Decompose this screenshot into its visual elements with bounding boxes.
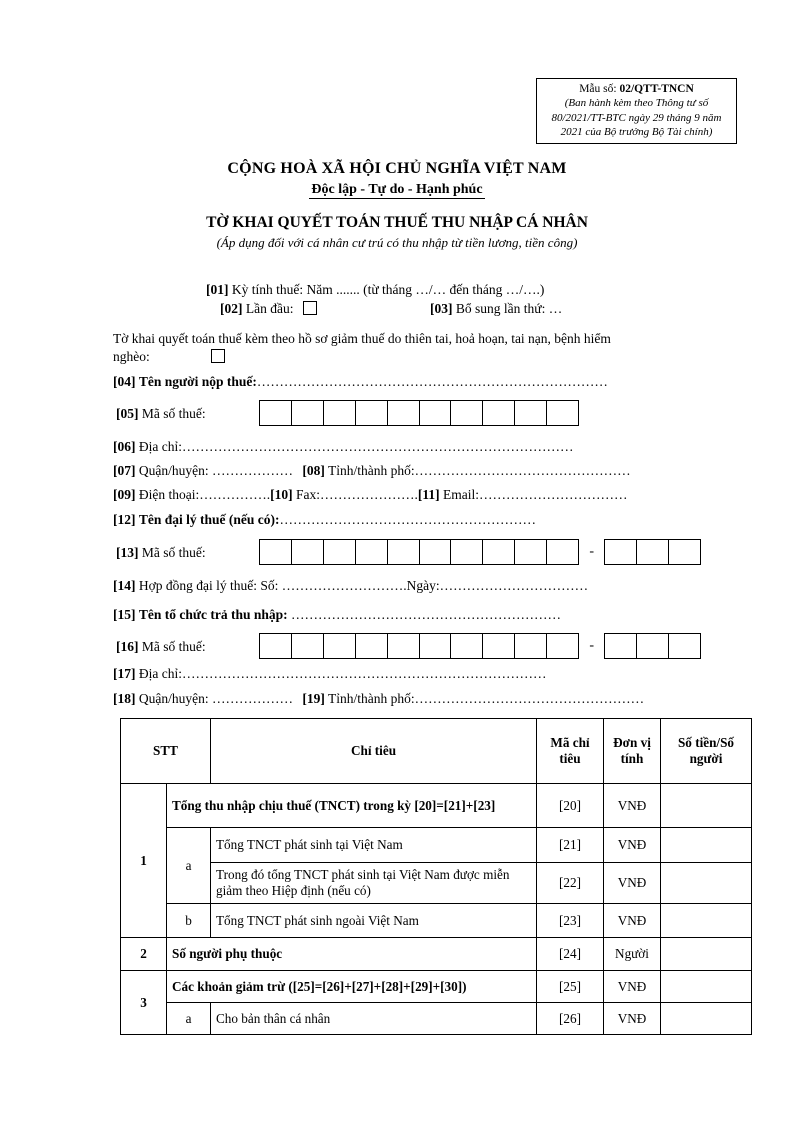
row-amount[interactable] — [661, 971, 752, 1003]
field-09-code: [09] — [113, 487, 136, 502]
row-criteria: Tổng TNCT phát sinh ngoài Việt Nam — [211, 904, 537, 938]
field-15-code: [15] — [113, 607, 136, 622]
tax-code-suffix-cell[interactable] — [636, 539, 669, 565]
row-code: [22] — [537, 863, 604, 904]
field-04-label: Tên người nộp thuế: — [138, 374, 257, 389]
field-08-label: Tỉnh/thành phố: — [328, 463, 415, 478]
tax-code-cell[interactable] — [450, 400, 483, 426]
field-01-label: Kỳ tính thuế: Năm ....... (từ tháng …/… đến tháng …/….) — [231, 282, 545, 297]
table-row — [121, 938, 752, 971]
field-13-tax-code — [116, 545, 206, 561]
tax-code-cell[interactable] — [259, 539, 292, 565]
field-18-district — [113, 691, 644, 707]
tax-code-cell[interactable] — [514, 539, 547, 565]
field-16-tax-code — [116, 639, 206, 655]
table-header-criteria: Chỉ tiêu — [211, 719, 537, 784]
field-11-code: [11] — [417, 487, 440, 502]
table-header-amount: Số tiền/Số người — [661, 719, 752, 784]
page-title: TỜ KHAI QUYẾT TOÁN THUẾ THU NHẬP CÁ NHÂN — [206, 214, 588, 231]
form-number-note-3: 2021 của Bộ trưởng Bộ Tài chính) — [560, 125, 713, 138]
field-06-address — [113, 439, 574, 455]
form-number-label: Mẫu số: — [579, 83, 617, 95]
field-06-dots[interactable]: …………………………………………………………………………… — [182, 439, 574, 454]
field-15-label: Tên tổ chức trả thu nhập: — [138, 607, 288, 622]
tax-code-cell[interactable] — [482, 633, 515, 659]
field-02-code: [02] — [220, 301, 243, 316]
row-criteria: Các khoản giảm trừ ([25]=[26]+[27]+[28]+[29]+[30]) — [167, 971, 537, 1003]
field-08-code: [08] — [302, 463, 325, 478]
field-13-code: [13] — [116, 545, 139, 560]
tax-code-cell[interactable] — [291, 400, 324, 426]
tax-code-suffix-cell[interactable] — [604, 633, 637, 659]
table-header-code: Mã chỉ tiêu — [537, 719, 604, 784]
field-06-code: [06] — [113, 439, 136, 454]
row-sub-letter: b — [167, 904, 211, 938]
row-stt: 2 — [121, 938, 167, 971]
field-17-code: [17] — [113, 666, 136, 681]
field-09-dots[interactable]: ……………. — [199, 487, 271, 502]
field-10-dots[interactable]: …………………. — [320, 487, 418, 502]
declaration-table — [120, 718, 752, 1035]
tax-code-cell[interactable] — [323, 400, 356, 426]
field-06-label: Địa chỉ: — [138, 439, 182, 454]
table-row — [121, 828, 752, 863]
row-amount[interactable] — [661, 863, 752, 904]
tax-code-suffix-cell[interactable] — [636, 633, 669, 659]
field-04-taxpayer-name — [113, 374, 608, 390]
tax-code-separator: - — [589, 638, 594, 653]
field-19-label: Tỉnh/thành phố: — [328, 691, 415, 706]
table-row — [121, 1003, 752, 1035]
tax-code-cell[interactable] — [546, 633, 579, 659]
table-row — [121, 784, 752, 828]
tax-code-cell[interactable] — [546, 539, 579, 565]
tax-code-cell[interactable] — [387, 400, 420, 426]
tax-code-cell[interactable] — [514, 400, 547, 426]
attachment-note-checkbox[interactable] — [211, 349, 225, 363]
tax-code-cell[interactable] — [259, 400, 292, 426]
field-10-code: [10] — [270, 487, 293, 502]
tax-code-cell[interactable] — [419, 633, 452, 659]
field-09-phone — [113, 487, 628, 503]
field-14-dots-1[interactable]: ………………………. — [281, 578, 407, 593]
row-code: [21] — [537, 828, 604, 863]
field-02-label: Lần đầu: — [245, 301, 294, 316]
tax-code-cell[interactable] — [450, 633, 483, 659]
field-08-dots[interactable]: ………………………………………… — [414, 463, 631, 478]
row-unit: VNĐ — [604, 784, 661, 828]
tax-code-separator: - — [589, 544, 594, 559]
page-subtitle: (Áp dụng đối với cá nhân cư trú có thu nhập từ tiền lương, tiền công) — [216, 235, 578, 250]
national-title: CỘNG HOÀ XÃ HỘI CHỦ NGHĨA VIỆT NAM — [227, 160, 567, 177]
form-number-note-2: 80/2021/TT-BTC ngày 29 tháng 9 năm — [551, 111, 722, 124]
field-07-dots[interactable]: ……………… — [212, 463, 293, 478]
tax-code-cell[interactable] — [419, 400, 452, 426]
field-14-code: [14] — [113, 578, 136, 593]
field-18-dots[interactable]: ……………… — [212, 691, 293, 706]
field-03-supplement — [430, 301, 562, 317]
row-code: [20] — [537, 784, 604, 828]
row-sub-letter: a — [167, 828, 211, 904]
tax-code-cell[interactable] — [387, 633, 420, 659]
row-criteria: Tổng TNCT phát sinh tại Việt Nam — [211, 828, 537, 863]
tax-code-cell[interactable] — [546, 400, 579, 426]
field-07-district — [113, 463, 631, 479]
tax-code-cell[interactable] — [291, 633, 324, 659]
row-code: [26] — [537, 1003, 604, 1035]
row-criteria: Cho bản thân cá nhân — [211, 1003, 537, 1035]
tax-code-cell[interactable] — [482, 400, 515, 426]
field-01-tax-period — [206, 282, 544, 298]
field-03-label: Bổ sung lần thứ: … — [455, 301, 563, 316]
field-12-dots[interactable]: ………………………………………………… — [279, 512, 537, 527]
field-02-first-time — [220, 301, 317, 317]
field-04-code: [04] — [113, 374, 136, 389]
field-16-code: [16] — [116, 639, 139, 654]
row-code: [24] — [537, 938, 604, 971]
tax-code-suffix-cell[interactable] — [668, 539, 701, 565]
tax-code-cell[interactable] — [450, 539, 483, 565]
field-03-code: [03] — [430, 301, 453, 316]
row-code: [23] — [537, 904, 604, 938]
field-19-code: [19] — [302, 691, 325, 706]
field-01-code: [01] — [206, 282, 229, 297]
field-16-label: Mã số thuế: — [141, 639, 206, 654]
row-amount[interactable] — [661, 784, 752, 828]
row-criteria: Tổng thu nhập chịu thuế (TNCT) trong kỳ [20]=[21]+[23] — [167, 784, 537, 828]
row-amount[interactable] — [661, 828, 752, 863]
field-07-code: [07] — [113, 463, 136, 478]
field-15-payer-name — [113, 607, 561, 623]
field-09-label: Điện thoại: — [138, 487, 200, 502]
form-number-box — [536, 78, 737, 144]
tax-code-cell[interactable] — [482, 539, 515, 565]
row-unit: Người — [604, 938, 661, 971]
row-unit: VNĐ — [604, 1003, 661, 1035]
tax-code-suffix-cell[interactable] — [668, 633, 701, 659]
tax-code-cell[interactable] — [323, 633, 356, 659]
row-amount[interactable] — [661, 904, 752, 938]
field-15-dots[interactable]: …………………………………………………… — [291, 607, 561, 622]
tax-code-cell[interactable] — [419, 539, 452, 565]
field-14-agent-contract — [113, 578, 588, 594]
row-unit: VNĐ — [604, 863, 661, 904]
attachment-note-label: nghèo: — [113, 349, 150, 364]
tax-code-cell[interactable] — [323, 539, 356, 565]
row-amount[interactable] — [661, 1003, 752, 1035]
row-unit: VNĐ — [604, 971, 661, 1003]
field-12-tax-agent-name — [113, 512, 536, 528]
table-row — [121, 971, 752, 1003]
row-unit: VNĐ — [604, 828, 661, 863]
field-12-code: [12] — [113, 512, 136, 527]
tax-code-cell[interactable] — [387, 539, 420, 565]
field-07-label: Quận/huyện: — [138, 463, 209, 478]
field-11-dots[interactable]: …………………………… — [479, 487, 628, 502]
field-11-label: Email: — [443, 487, 480, 502]
row-unit: VNĐ — [604, 904, 661, 938]
field-05-tax-code — [116, 406, 206, 422]
row-criteria: Số người phụ thuộc — [167, 938, 537, 971]
row-amount[interactable] — [661, 938, 752, 971]
tax-code-cell[interactable] — [514, 633, 547, 659]
row-code: [25] — [537, 971, 604, 1003]
form-number-note-1: (Ban hành kèm theo Thông tư số — [564, 97, 709, 110]
field-16-tax-code-boxes[interactable] — [259, 633, 701, 659]
field-14-dots-2[interactable]: …………………………… — [439, 578, 589, 593]
attachment-note-line-1: Tờ khai quyết toán thuế kèm theo hồ sơ giảm thuế do thiên tai, hoả hoạn, tai nạn, bệnh hiểm — [113, 331, 611, 346]
tax-code-cell[interactable] — [355, 400, 388, 426]
row-stt: 1 — [121, 784, 167, 938]
field-14-label-2: Ngày: — [406, 578, 440, 593]
field-10-label: Fax: — [296, 487, 321, 502]
field-13-tax-code-boxes[interactable] — [259, 539, 701, 565]
attachment-note-line-2 — [113, 349, 225, 365]
row-stt: 3 — [121, 971, 167, 1035]
field-05-label: Mã số thuế: — [141, 406, 206, 421]
field-13-label: Mã số thuế: — [141, 545, 206, 560]
table-row — [121, 863, 752, 904]
field-17-address — [113, 666, 547, 682]
field-14-label: Hợp đồng đại lý thuế: Số: — [138, 578, 279, 593]
national-motto — [0, 182, 794, 198]
tax-code-cell[interactable] — [355, 539, 388, 565]
table-header-unit: Đơn vị tính — [604, 719, 661, 784]
tax-code-cell[interactable] — [259, 633, 292, 659]
table-header-stt: STT — [121, 719, 211, 784]
form-number-line — [537, 82, 736, 96]
row-sub-letter: a — [167, 1003, 211, 1035]
field-17-dots[interactable]: ……………………………………………………………………… — [182, 666, 547, 681]
field-04-dots[interactable]: …………………………………………………………………… — [256, 374, 608, 389]
field-02-checkbox[interactable] — [303, 301, 317, 315]
tax-code-suffix-cell[interactable] — [604, 539, 637, 565]
tax-code-cell[interactable] — [355, 633, 388, 659]
form-number-value: 02/QTT-TNCN — [619, 83, 694, 95]
table-row — [121, 904, 752, 938]
field-18-code: [18] — [113, 691, 136, 706]
field-12-label: Tên đại lý thuế (nếu có): — [138, 512, 280, 527]
table-header-row — [121, 719, 752, 784]
field-05-code: [05] — [116, 406, 139, 421]
tax-code-cell[interactable] — [291, 539, 324, 565]
field-18-label: Quận/huyện: — [138, 691, 209, 706]
row-criteria: Trong đó tổng TNCT phát sinh tại Việt Nam được miễn giảm theo Hiệp định (nếu có) — [211, 863, 537, 904]
national-motto-text: Độc lập - Tự do - Hạnh phúc — [311, 182, 483, 197]
field-05-tax-code-boxes[interactable] — [259, 400, 579, 426]
field-17-label: Địa chỉ: — [138, 666, 182, 681]
field-19-dots[interactable]: …………………………………………… — [414, 691, 645, 706]
